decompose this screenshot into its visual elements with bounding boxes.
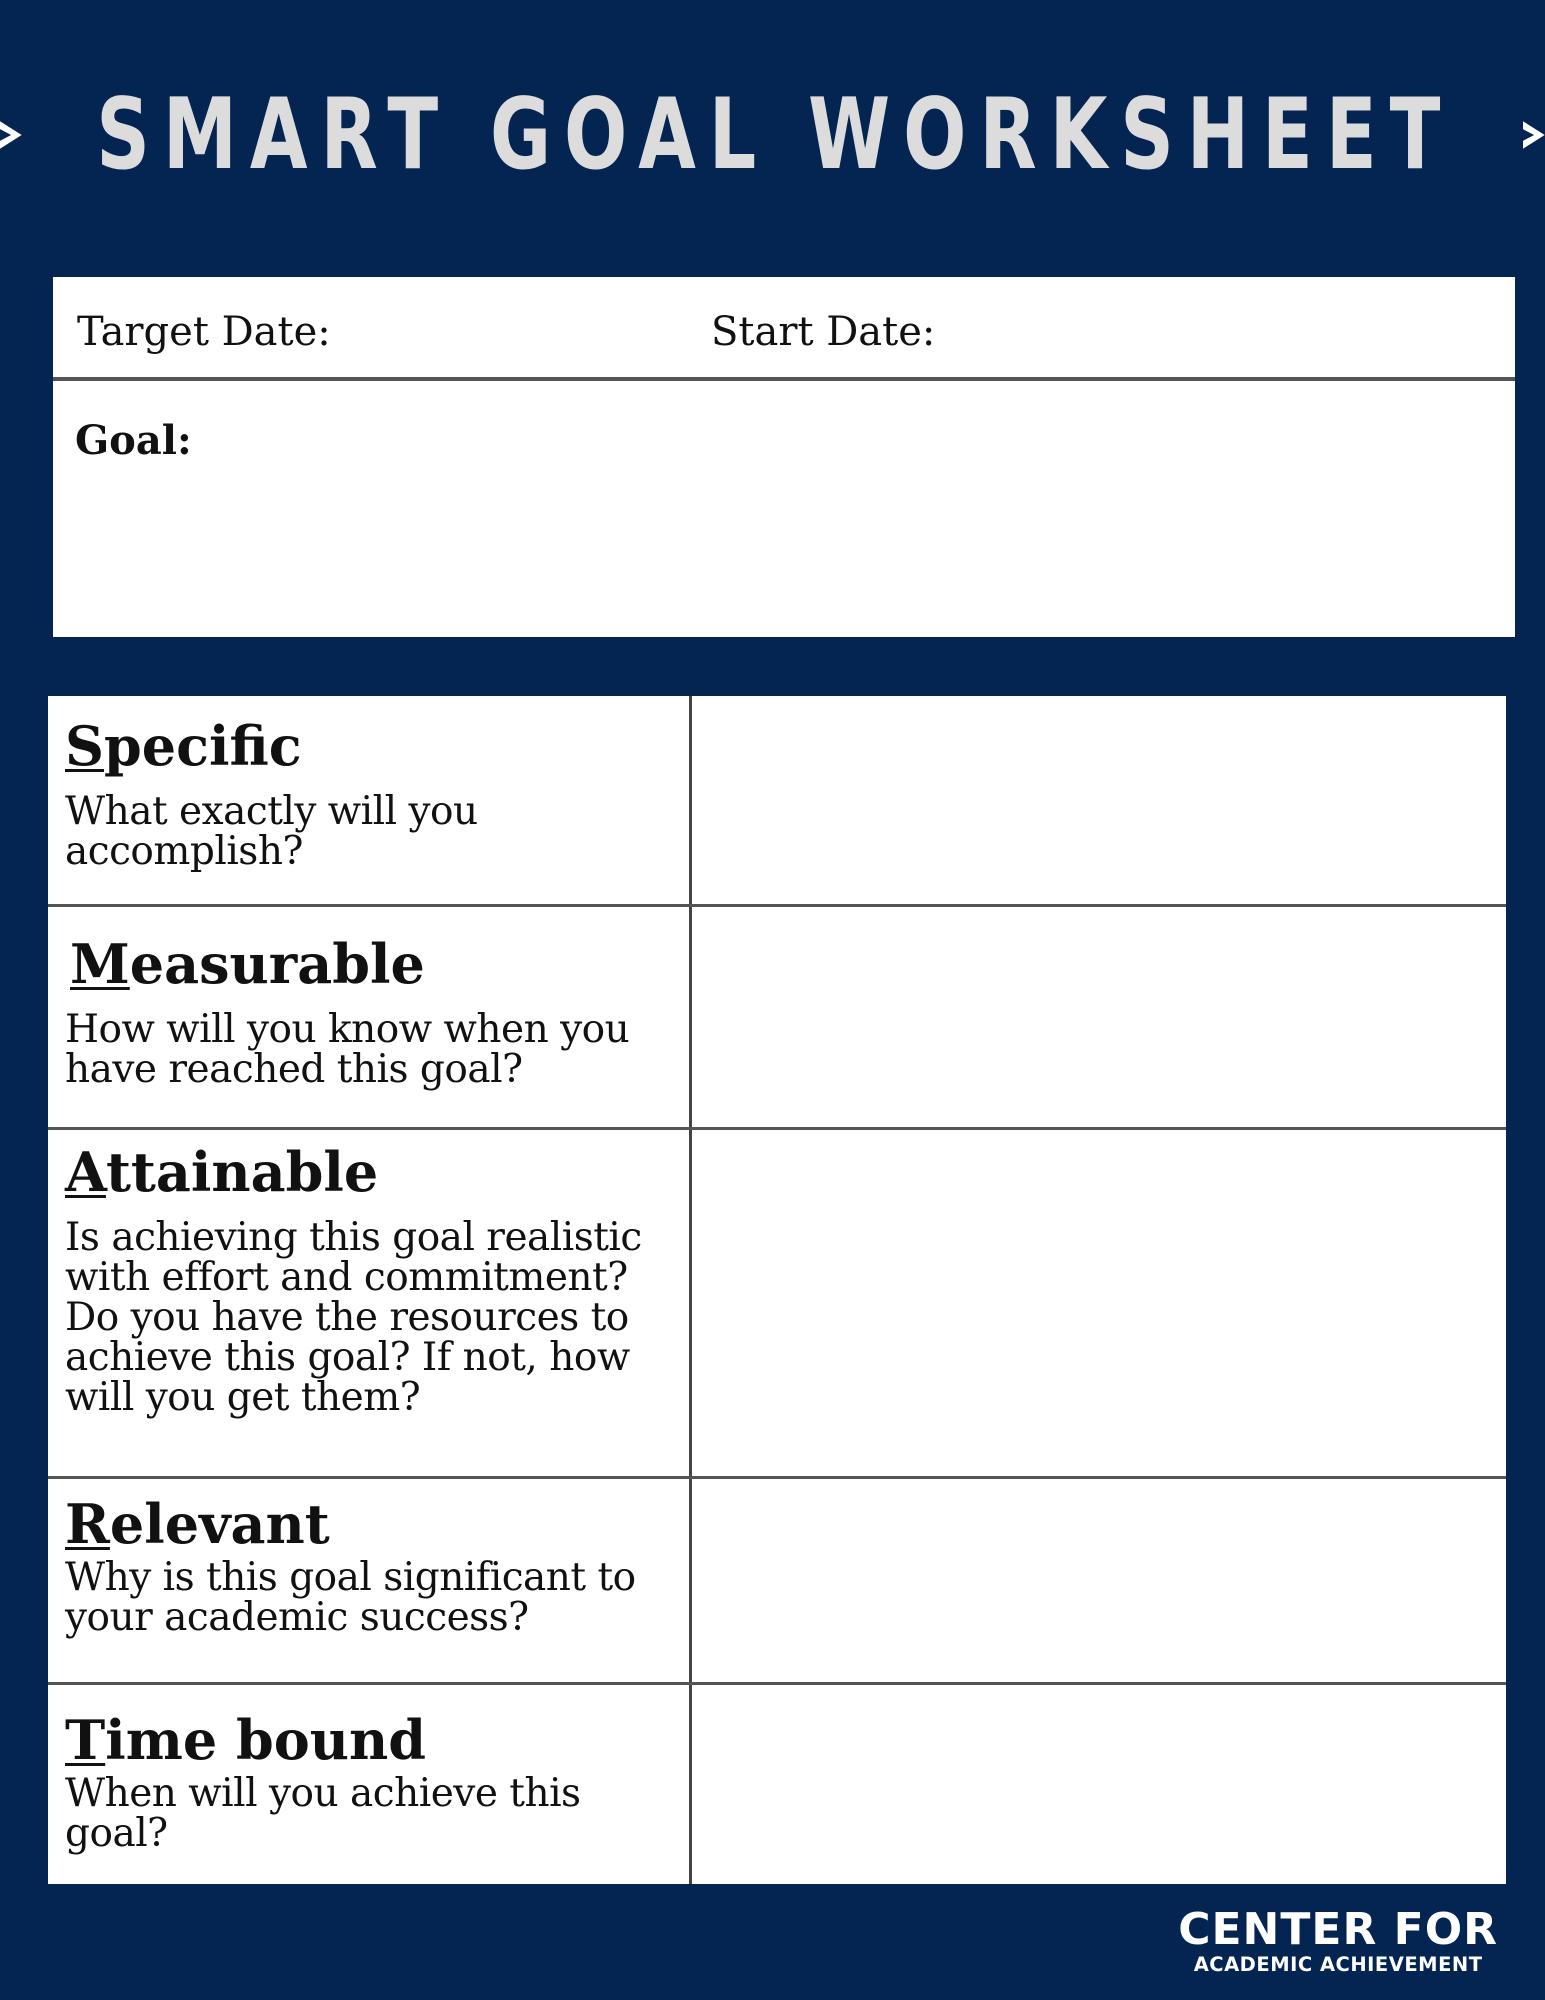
- smart-table: [48, 696, 1506, 1884]
- row-attainable: [65, 1140, 685, 1418]
- row-description: How will you know when you have reached this goal?: [65, 1007, 630, 1092]
- row-divider: [48, 1127, 1506, 1130]
- row-heading: Measurable: [70, 932, 425, 996]
- row-measurable: [65, 932, 690, 1092]
- row-divider: [48, 904, 1506, 907]
- chevron-right-icon: [0, 83, 22, 187]
- page-title: SMART GOAL WORKSHEET: [95, 78, 1454, 192]
- goal-label: Goal:: [75, 417, 192, 464]
- row-heading: Attainable: [65, 1140, 379, 1204]
- column-divider: [689, 696, 692, 1884]
- row-heading: Time bound: [65, 1708, 427, 1772]
- row-time-bound: [65, 1708, 685, 1854]
- row-heading: Relevant: [65, 1492, 330, 1556]
- row-divider: [48, 1476, 1506, 1479]
- worksheet-header: [0, 70, 1545, 200]
- row-heading: Specific: [65, 714, 302, 778]
- row-description: When will you achieve this goal?: [65, 1771, 581, 1856]
- divider: [53, 377, 1515, 381]
- start-date-label: Start Date:: [711, 309, 936, 355]
- footer-logo: [1178, 1904, 1498, 1978]
- target-date-label: Target Date:: [77, 309, 331, 355]
- row-description: Why is this goal significant to your academic success?: [65, 1555, 636, 1640]
- row-description: Is achieving this goal realistic with effort and commitment? Do you have the resources to achieve this goal? If not, how will you get them?: [65, 1215, 642, 1420]
- row-description: What exactly will you accomplish?: [65, 789, 478, 874]
- footer-line-1: CENTER FOR: [1178, 1904, 1498, 1955]
- chevron-right-icon: [1523, 83, 1545, 187]
- goal-info-box: [53, 277, 1515, 637]
- row-divider: [48, 1682, 1506, 1685]
- row-relevant: [65, 1492, 685, 1638]
- footer-line-2: ACADEMIC ACHIEVEMENT: [1193, 1953, 1483, 1976]
- row-specific: [65, 714, 685, 872]
